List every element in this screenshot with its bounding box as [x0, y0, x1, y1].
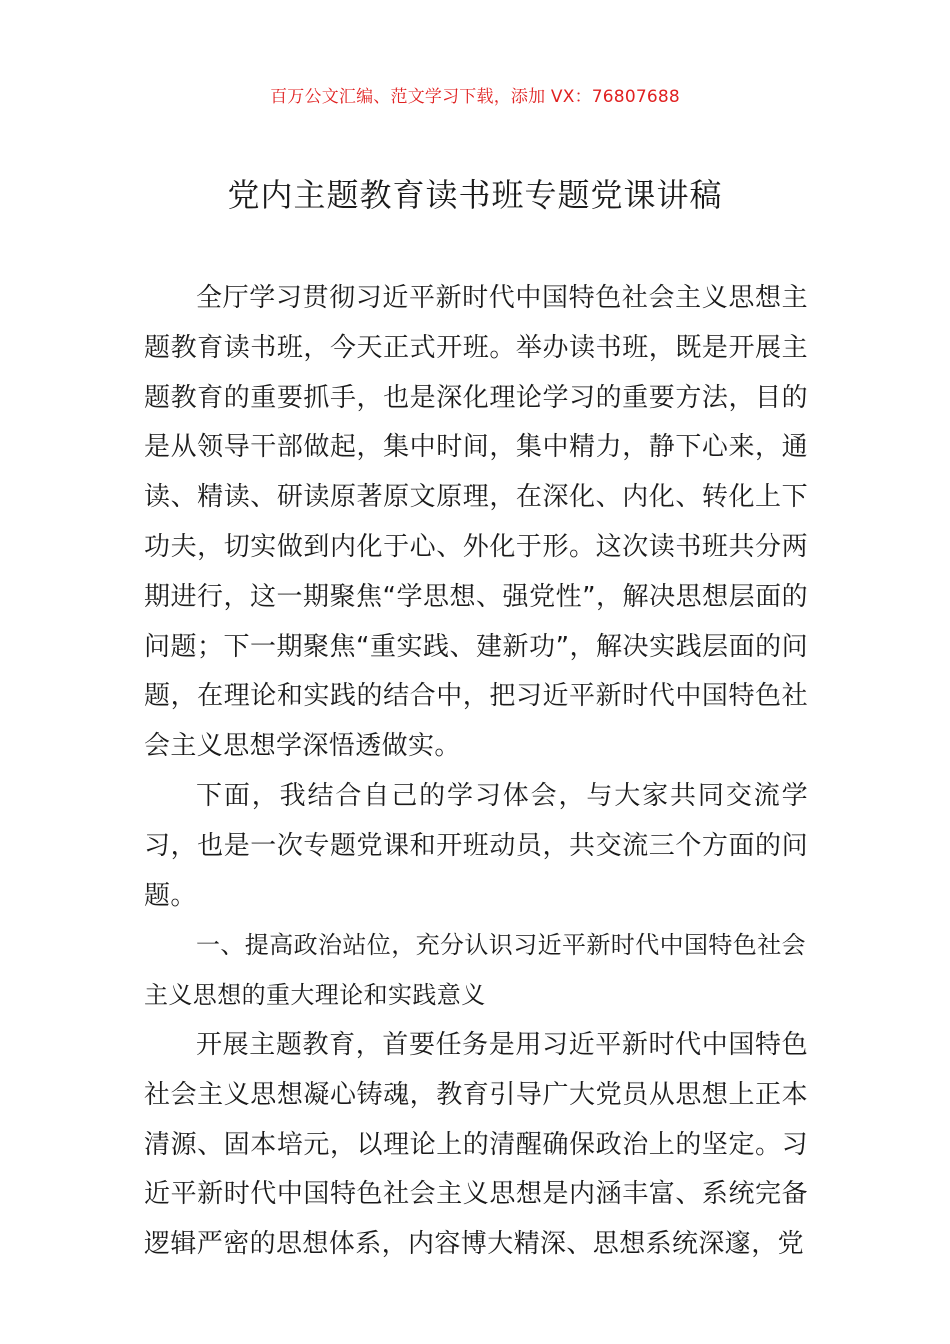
paragraph-intro: 全厅学习贯彻习近平新时代中国特色社会主义思想主题教育读书班，今天正式开班。举办读书班，既是开展主题教育的重要抓手，也是深化理论学习的重要方法，目的是从领导干部做起，集中时间，集中精力，静下心来，通读、精读、研读原著原文原理，在深化、内化、转化上下功夫，切实做到内化于心、外化于形。这次读书班共分两期进行，这一期聚焦“学思想、强党性”，解决思想层面的问题；下一期聚焦“重实践、建新功”，解决实践层面的问题，在理论和实践的结合中，把习近平新时代中国特色社会主义思想学深悟透做实。 [144, 283, 808, 762]
paragraph-section-1: 开展主题教育，首要任务是用习近平新时代中国特色社会主义思想凝心铸魂，教育引导广大党员从思想上正本清源、固本培元，以理论上的清醒确保政治上的坚定。习近平新时代中国特色社会主义思想是内涵丰富、系统完备逻辑严密的思想体系，内容博大精深、思想系统深邃，党 [144, 1029, 808, 1260]
section-heading-1: 一、提高政治站位，充分认识习近平新时代中国特色社会主义思想的重大理论和实践意义 [144, 931, 806, 1010]
document-body [144, 274, 808, 1270]
paragraph-overview: 下面，我结合自己的学习体会，与大家共同交流学习，也是一次专题党课和开班动员，共交流三个方面的问题。 [144, 780, 808, 911]
header-watermark-note: 百万公文汇编、范文学习下载，添加 VX：76807688 [270, 87, 680, 107]
document-title: 党内主题教育读书班专题党课讲稿 [227, 176, 723, 214]
